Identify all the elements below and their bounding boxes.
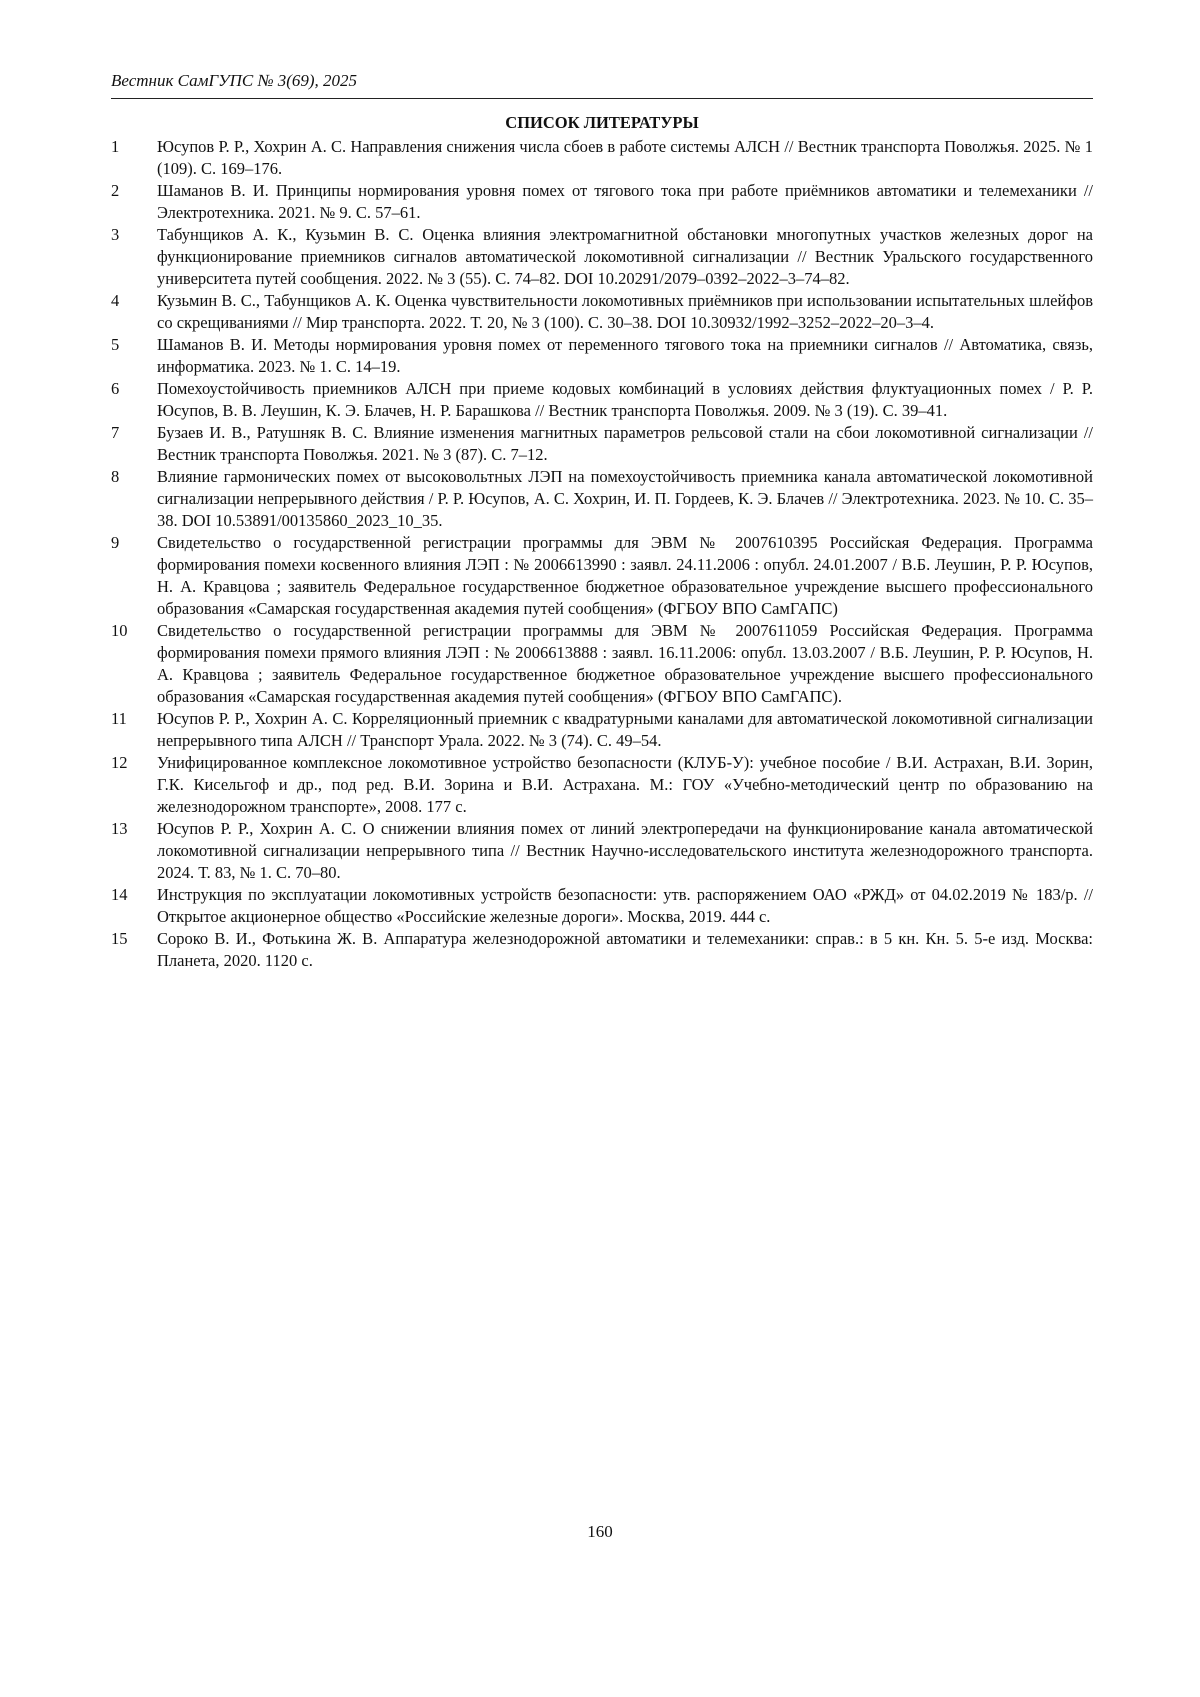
reference-number: 2 [111,181,120,200]
reference-item-4 [111,290,1093,334]
reference-number: 3 [111,225,120,244]
reference-number: 11 [111,709,127,728]
reference-text: Помехоустойчивость приемников АЛСН при приеме кодовых комбинаций в условиях действия флуктуационных помех / Р. Р. Юсупов, В. В. Леушин, К. Э. Блачев, Н. Р. Барашкова // Вестник транспорта Поволжья. 2009. № 3 (19). С. 39–41. [157,379,1093,420]
reference-text: Юсупов Р. Р., Хохрин А. С. О снижении влияния помех от линий электропередачи на функционирование канала автоматической локомотивной сигнализации непрерывного типа // Вестник Научно-исследовательского института железнодорожного транспорта. 2024. Т. 83, № 1. С. 70–80. [157,819,1093,882]
reference-number: 6 [111,379,120,398]
reference-text: Шаманов В. И. Методы нормирования уровня помех от переменного тягового тока на приемники сигналов // Автоматика, связь, информатика. 2023. № 1. С. 14–19. [157,335,1093,376]
reference-item-1 [111,136,1093,180]
reference-item-6 [111,378,1093,422]
reference-text: Бузаев И. В., Ратушняк В. С. Влияние изменения магнитных параметров рельсовой стали на сбои локомотивной сигнализации // Вестник транспорта Поволжья. 2021. № 3 (87). С. 7–12. [157,423,1093,464]
reference-list [111,136,1093,972]
reference-item-7 [111,422,1093,466]
reference-number: 14 [111,885,128,904]
reference-text: Сороко В. И., Фотькина Ж. В. Аппаратура железнодорожной автоматики и телемеханики: справ.: в 5 кн. Кн. 5. 5-е изд. Москва: Планета, 2020. 1120 с. [157,929,1093,970]
reference-item-11 [111,708,1093,752]
reference-text: Кузьмин В. С., Табунщиков А. К. Оценка чувствительности локомотивных приёмников при использовании испытательных шлейфов со скрещиваниями // Мир транспорта. 2022. Т. 20, № 3 (100). С. 30–38. DOI 10.30932/1992–3252–2022–20–3–4. [157,291,1093,332]
reference-text: Инструкция по эксплуатации локомотивных устройств безопасности: утв. распоряжением ОАО «РЖД» от 04.02.2019 № 183/р. // Открытое акционерное общество «Российские железные дороги». Москва, 2019. 444 с. [157,885,1093,926]
references-heading: СПИСОК ЛИТЕРАТУРЫ [505,113,699,132]
reference-item-14 [111,884,1093,928]
reference-item-9 [111,532,1093,620]
reference-text: Свидетельство о государственной регистрации программы для ЭВМ № 2007610395 Российская Федерация. Программа формирования помехи косвенного влияния ЛЭП : № 2006613990 : заявл. 24.11.2006 : опубл. 24.01.2007 / В.Б. Леушин, Р. Р. Юсупов, Н. А. Кравцова ; заявитель Федеральное государственное бюджетное образовательное учреждение высшего профессионального образования «Самарская государственная академия путей сообщения» (ФГБОУ ВПО СамГАПС) [157,533,1093,618]
reference-number: 1 [111,137,120,156]
reference-item-12 [111,752,1093,818]
reference-text: Юсупов Р. Р., Хохрин А. С. Корреляционный приемник с квадратурными каналами для автоматической локомотивной сигнализации непрерывного типа АЛСН // Транспорт Урала. 2022. № 3 (74). С. 49–54. [157,709,1093,750]
reference-item-13 [111,818,1093,884]
reference-number: 4 [111,291,120,310]
reference-item-10 [111,620,1093,708]
reference-number: 7 [111,423,120,442]
page-number: 160 [587,1522,613,1541]
reference-number: 9 [111,533,120,552]
reference-number: 13 [111,819,128,838]
reference-number: 12 [111,753,128,772]
running-header [111,70,1093,99]
reference-number: 15 [111,929,128,948]
reference-text: Свидетельство о государственной регистрации программы для ЭВМ № 2007611059 Российская Федерация. Программа формирования помехи прямого влияния ЛЭП : № 2006613888 : заявл. 16.11.2006: опубл. 13.03.2007 / В.Б. Леушин, Р. Р. Юсупов, Н. А. Кравцова ; заявитель Федеральное государственное бюджетное образовательное учреждение высшего профессионального образования «Самарская государственная академия путей сообщения» (ФГБОУ ВПО СамГАПС). [157,621,1093,706]
reference-item-15 [111,928,1093,972]
reference-item-2 [111,180,1093,224]
journal-title: Вестник СамГУПС № 3(69), 2025 [111,71,358,90]
reference-text: Табунщиков А. К., Кузьмин В. С. Оценка влияния электромагнитной обстановки многопутных участков железных дорог на функционирование приемников сигналов автоматической локомотивной сигнализации // Вестник Уральского государственного университета путей сообщения. 2022. № 3 (55). С. 74–82. DOI 10.20291/2079–0392–2022–3–74–82. [157,225,1093,288]
reference-text: Влияние гармонических помех от высоковольтных ЛЭП на помехоустойчивость приемника канала автоматической локомотивной сигнализации непрерывного действия / Р. Р. Юсупов, А. С. Хохрин, И. П. Гордеев, К. Э. Блачев // Электротехника. 2023. № 10. С. 35–38. DOI 10.53891/00135860_2023_10_35. [157,467,1093,530]
reference-text: Унифицированное комплексное локомотивное устройство безопасности (КЛУБ-У): учебное пособие / В.И. Астрахан, В.И. Зорин, Г.К. Кисельгоф и др., под ред. В.И. Зорина и В.И. Астрахана. М.: ГОУ «Учебно-методический центр по образованию на железнодорожном транспорте», 2008. 177 с. [157,753,1093,816]
reference-number: 8 [111,467,120,486]
reference-item-8 [111,466,1093,532]
reference-text: Юсупов Р. Р., Хохрин А. С. Направления снижения числа сбоев в работе системы АЛСН // Вестник транспорта Поволжья. 2025. № 1 (109). С. 169–176. [157,137,1093,178]
reference-number: 10 [111,621,128,640]
reference-number: 5 [111,335,120,354]
reference-item-3 [111,224,1093,290]
reference-item-5 [111,334,1093,378]
reference-text: Шаманов В. И. Принципы нормирования уровня помех от тягового тока при работе приёмников автоматики и телемеханики // Электротехника. 2021. № 9. С. 57–61. [157,181,1093,222]
